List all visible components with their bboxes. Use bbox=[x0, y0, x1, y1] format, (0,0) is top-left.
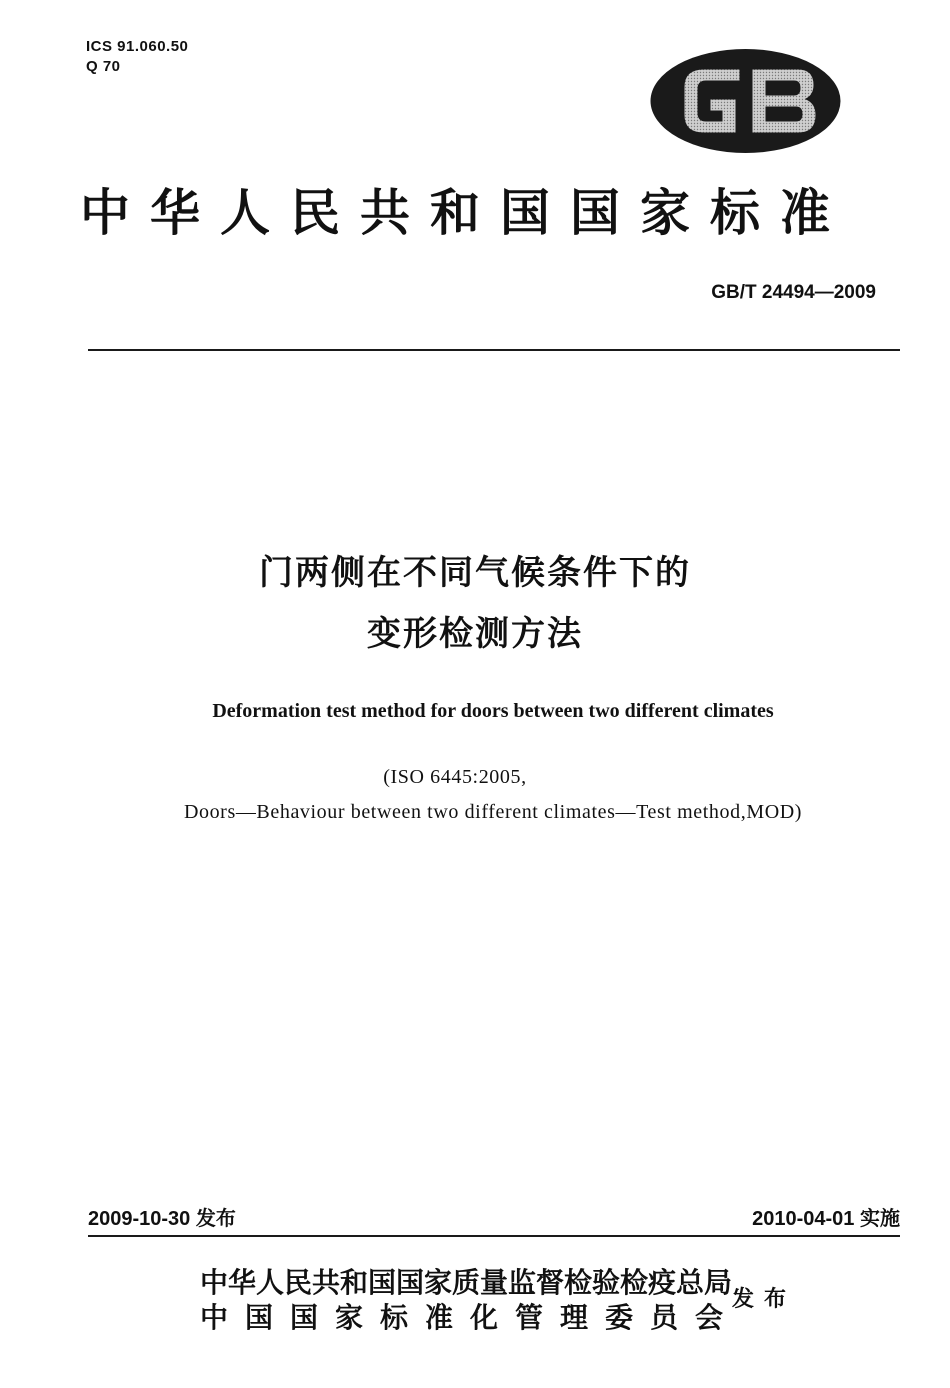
standard-number: GB/T 24494—2009 bbox=[711, 282, 876, 303]
footer-divider bbox=[88, 1235, 900, 1237]
gb-logo bbox=[648, 47, 843, 155]
national-standard-heading: 中华人民共和国国家标准 bbox=[80, 183, 850, 242]
implementation-date: 2010-04-01 实施 bbox=[752, 1208, 900, 1230]
issuing-agency-2: 中国国家标准化管理委员会 bbox=[200, 1301, 741, 1334]
ics-code: ICS 91.060.50 bbox=[86, 38, 189, 55]
iso-reference-line-2: Doors—Behaviour between two different climates—Test method,MOD) bbox=[183, 801, 803, 823]
issuing-agency-1: 中华人民共和国国家质量监督检验检疫总局 bbox=[200, 1266, 733, 1299]
publish-label: 发布 bbox=[732, 1286, 797, 1312]
iso-reference-line-1: (ISO 6445:2005, bbox=[383, 766, 527, 788]
issue-date: 2009-10-30 发布 bbox=[88, 1208, 236, 1230]
header-divider bbox=[88, 349, 900, 351]
chinese-title-line-1: 门两侧在不同气候条件下的 bbox=[259, 553, 691, 593]
classification-code: Q 70 bbox=[86, 58, 121, 75]
english-title: Deformation test method for doors between two different climates bbox=[212, 700, 774, 722]
chinese-title-line-2: 变形检测方法 bbox=[367, 614, 583, 654]
